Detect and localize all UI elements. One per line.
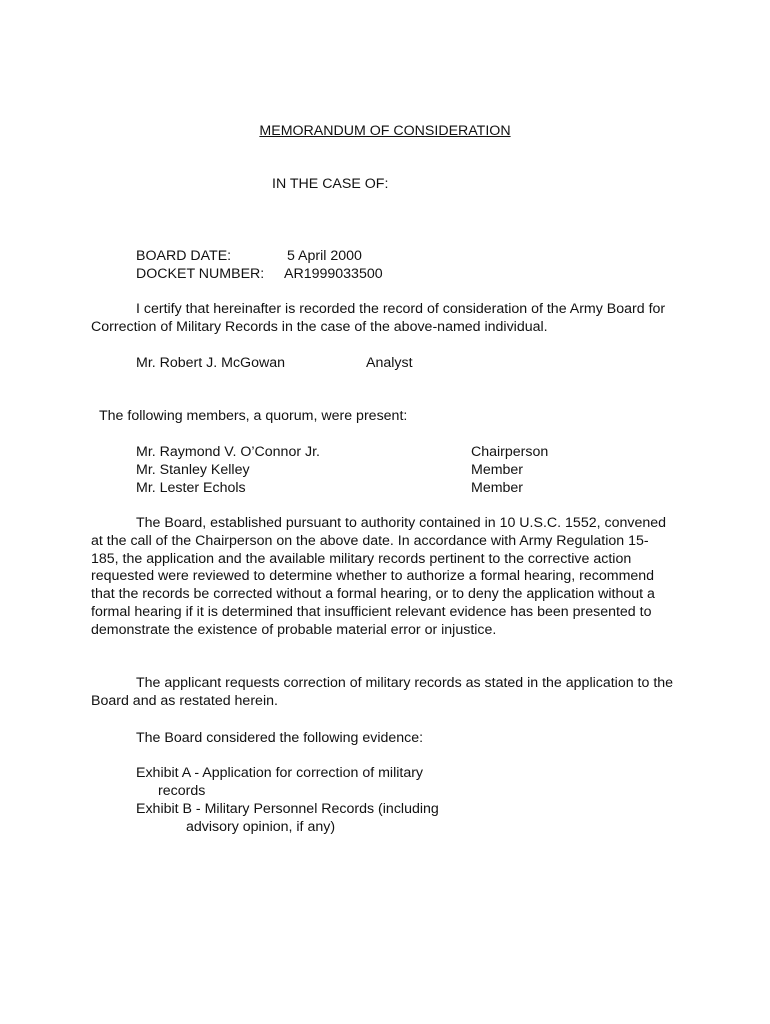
member-role: Member <box>471 462 524 478</box>
certify-paragraph: I certify that hereinafter is recorded the record of consideration of the Army Board for Correction of Military Records in the case of the above-named individual. <box>91 301 666 335</box>
docket-number-value: AR1999033500 <box>284 266 383 282</box>
exhibit-b-line: Exhibit B - Military Personnel Records (including <box>136 801 439 817</box>
member-name: Mr. Lester Echols <box>136 480 246 496</box>
board-date-label: BOARD DATE: <box>136 248 232 264</box>
member-name: Mr. Raymond V. O’Connor Jr. <box>136 444 320 460</box>
docket-number-label: DOCKET NUMBER: <box>136 266 265 282</box>
member-name: Mr. Stanley Kelley <box>136 462 250 478</box>
analyst-name: Mr. Robert J. McGowan <box>136 355 286 371</box>
exhibit-b-continuation: advisory opinion, if any) <box>186 819 336 835</box>
case-of-heading: IN THE CASE OF: <box>272 176 389 192</box>
exhibit-a-continuation: records <box>158 783 206 799</box>
quorum-intro: The following members, a quorum, were present: <box>99 408 408 424</box>
document-title <box>0 122 770 140</box>
board-date-value: 5 April 2000 <box>287 248 362 264</box>
member-role: Chairperson <box>471 444 549 460</box>
exhibit-a-line: Exhibit A - Application for correction of military <box>136 765 424 781</box>
analyst-role: Analyst <box>366 355 413 371</box>
document-title-text: MEMORANDUM OF CONSIDERATION <box>259 123 511 139</box>
evidence-intro: The Board considered the following evidence: <box>136 730 424 746</box>
board-paragraph: The Board, established pursuant to authority contained in 10 U.S.C. 1552, convened at the call of the Chairperson on the above date. In accordance with Army Regulation 15-185, the application and the available military records pertinent to the corrective action requested were reviewed to determine whether to authorize a formal hearing, recommend that the records be corrected without a formal hearing, or to deny the application without a formal hearing if it is determined that insufficient relevant evidence has been presented to demonstrate the existence of probable material error or injustice. <box>91 515 667 638</box>
member-role: Member <box>471 480 524 496</box>
request-paragraph: The applicant requests correction of military records as stated in the application to the Board and as restated herein. <box>91 675 674 709</box>
